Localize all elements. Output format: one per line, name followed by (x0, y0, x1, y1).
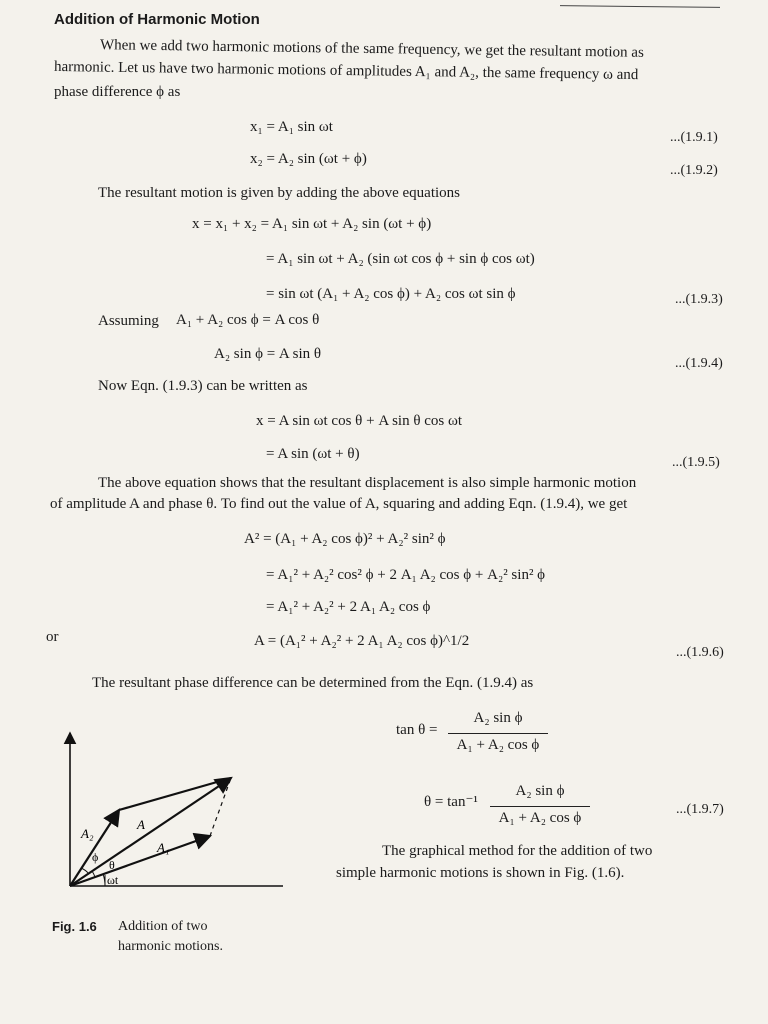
tan-numerator: A₂ sin ϕ (473, 710, 523, 726)
figure-caption-text-2: harmonic motions. (118, 939, 223, 954)
rewrite-line-2: = A sin (ωt + θ) (266, 446, 360, 462)
sum-line-3: = sin ωt (A₁ + A₂ cos ϕ) + A₂ cos ωt sin ϕ (266, 286, 516, 302)
intro-line-1: When we add two harmonic motions of the same frequency, we get the resultant motion as (99, 37, 644, 61)
assume-line-2: A₂ sin ϕ = A sin θ (214, 346, 322, 362)
shows-line-1: The above equation shows that the resultant displacement is also simple harmonic motion (98, 475, 637, 491)
figure-caption-text-1: Addition of two (118, 919, 208, 934)
square-line-3: = A₁² + A₂² + 2 A₁ A₂ cos ϕ (266, 599, 431, 615)
theta-numerator: A₂ sin ϕ (515, 783, 565, 799)
dashed-a2 (210, 778, 231, 836)
figure-caption (52, 916, 97, 938)
label-a2: A₂ (81, 826, 94, 841)
phase-number: ...(1.9.7) (676, 802, 724, 817)
rewrite-number: ...(1.9.5) (672, 455, 720, 470)
graphical-line-1: The graphical method for the addition of two (382, 843, 653, 859)
label-theta: θ (109, 858, 115, 872)
equation-2: x₂ = A₂ sin (ωt + ϕ) (250, 151, 367, 167)
square-line-4: A = (A₁² + A₂² + 2 A₁ A₂ cos ϕ)^1/2 (254, 633, 470, 649)
resultant-intro: The resultant motion is given by adding the above equations (98, 185, 461, 201)
vector-a1 (70, 836, 210, 886)
label-phi: ϕ (92, 850, 99, 864)
phase-text: The resultant phase difference can be determined from the Eqn. (1.9.4) as (92, 675, 534, 691)
assume-line-1: A₁ + A₂ cos ϕ = A cos θ (176, 312, 320, 328)
intro-line-2: harmonic. Let us have two harmonic motions of amplitudes A₁ and A₂, the same frequency ω and (53, 58, 639, 84)
sum-line-2: = A₁ sin ωt + A₂ (sin ωt cos ϕ + sin ϕ cos ωt) (266, 251, 535, 267)
equation-1-number: ...(1.9.1) (670, 130, 718, 145)
theta-lhs: θ = tan⁻¹ (424, 794, 478, 810)
rewrite-line-1: x = A sin ωt cos θ + A sin θ cos ωt (256, 413, 463, 429)
vector-addition-figure (45, 728, 295, 898)
intro-line-3: phase difference ϕ as (54, 84, 181, 100)
section-heading: Addition of Harmonic Motion (54, 11, 260, 28)
header-rule (560, 5, 720, 8)
amplitude-number: ...(1.9.6) (676, 645, 724, 660)
assume-number: ...(1.9.4) (675, 356, 723, 371)
graphical-line-2: simple harmonic motions is shown in Fig. (1.6). (336, 865, 625, 881)
figure-caption-label: Fig. 1.6 (52, 919, 97, 934)
angle-phi-arc (81, 868, 89, 874)
label-wt: ωt (107, 873, 119, 887)
theta-denominator: A₁ + A₂ cos ϕ (498, 810, 582, 826)
sum-line-1: x = x₁ + x₂ = A₁ sin ωt + A₂ sin (ωt + ϕ) (192, 216, 432, 232)
vector-a (70, 778, 231, 886)
angle-theta-arc (92, 871, 95, 877)
label-a: A (137, 817, 145, 832)
equation-1: x₁ = A₁ sin ωt (250, 119, 333, 135)
now-text: Now Eqn. (1.9.3) can be written as (98, 378, 308, 394)
square-line-2: = A₁² + A₂² cos² ϕ + 2 A₁ A₂ cos ϕ + A₂² sin² ϕ (266, 567, 546, 583)
equation-2-number: ...(1.9.2) (670, 163, 718, 178)
assuming-label: Assuming (98, 313, 159, 329)
tan-lhs: tan θ = (396, 722, 438, 738)
label-a1: A₁ (157, 840, 170, 855)
shows-line-2: of amplitude A and phase θ. To find out the value of A, squaring and adding Eqn. (1.9.4), we get (50, 496, 628, 512)
theta-fraction-bar (490, 806, 590, 807)
tan-fraction-bar (448, 733, 548, 734)
sum-number: ...(1.9.3) (675, 292, 723, 307)
tan-denominator: A₁ + A₂ cos ϕ (456, 737, 540, 753)
parallel-a1 (119, 778, 231, 810)
square-line-1: A² = (A₁ + A₂ cos ϕ)² + A₂² sin² ϕ (244, 531, 446, 547)
or-label: or (46, 629, 59, 645)
